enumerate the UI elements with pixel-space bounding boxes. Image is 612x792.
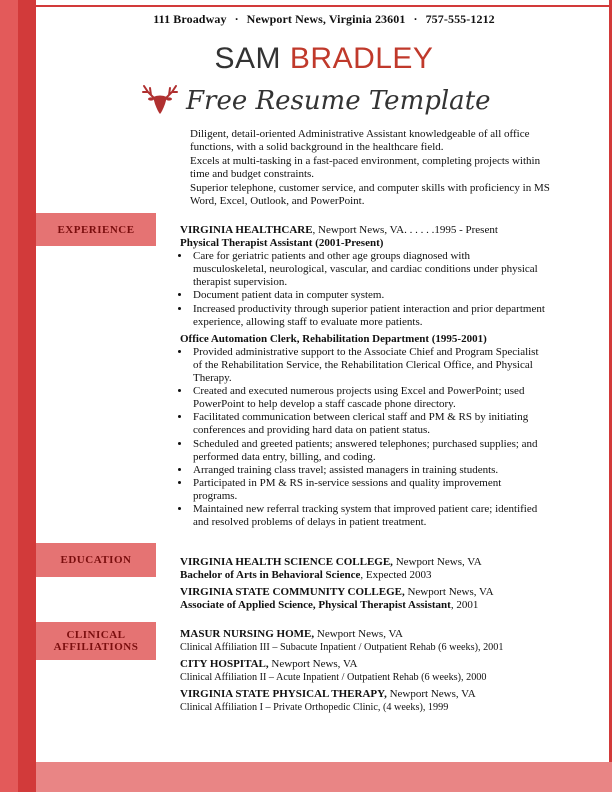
deer-icon: [140, 84, 180, 118]
summary-line: Superior telephone, customer service, and computer skills with proficiency in MS Word, Excel, Outlook, and PowerPoint.: [190, 181, 550, 208]
school-name: VIRGINIA STATE COMMUNITY COLLEGE,: [180, 586, 405, 599]
site-name: VIRGINIA STATE PHYSICAL THERAPY,: [180, 688, 387, 701]
employer-name: VIRGINIA HEALTHCARE: [180, 224, 313, 236]
school-location: Newport News, VA: [404, 586, 494, 599]
list-item: • Provided administrative support to the Associate Chief and Program Specialist of the Rehabilitation Service, the Rehabilitation Clerical Office, and Physical Therapy.: [191, 346, 545, 385]
employer-location: , Newport News, VA. . . . . .1995 - Present: [312, 224, 498, 236]
role-title: Physical Therapist Assistant (2001-Present): [180, 237, 384, 250]
summary-line: Diligent, detail-oriented Administrative Assistant knowledgeable of all office functions, with a solid background in the healthcare field.: [190, 128, 530, 154]
site-location: Newport News, VA: [314, 628, 403, 640]
address-street: 111 Broadway: [153, 12, 227, 26]
list-item: • Arranged training class travel; assisted managers in training students.: [191, 464, 545, 477]
role-bullets: [180, 346, 545, 529]
list-item: • Scheduled and greeted patients; answered telephones; purchased supplies; and performed data entry, billing, and coding.: [191, 438, 545, 464]
school-name: VIRGINIA HEALTH SCIENCE COLLEGE,: [180, 556, 393, 568]
clinical-section: [180, 628, 545, 715]
degree-detail: , 2001: [450, 599, 479, 612]
school-location: Newport News, VA: [392, 556, 482, 568]
affiliation-detail: Clinical Affiliation I – Private Orthopedic Clinic, (4 weeks), 1999: [180, 702, 449, 714]
degree-line: [180, 569, 545, 582]
list-item: • Increased productivity through superior patient interaction and prior department experience, allowing staff to evaluate more patients.: [191, 303, 545, 329]
degree-detail: , Expected 2003: [360, 569, 432, 582]
phone-number: 757-555-1212: [425, 12, 495, 26]
list-item: • Participated in PM & RS in-service sessions and quality improvement programs.: [191, 477, 545, 503]
education-section: [180, 556, 545, 612]
list-item: • Maintained new referral tracking system that improved patient care; identified and resolved problems of delays in patient treatment.: [191, 503, 545, 529]
degree-name: Bachelor of Arts in Behavioral Science: [180, 569, 361, 582]
section-label-education: EDUCATION: [36, 543, 156, 577]
degree-line: [180, 599, 545, 612]
first-name: SAM: [214, 42, 282, 75]
affiliation-detail: Clinical Affiliation III – Subacute Inpatient / Outpatient Rehab (6 weeks), 2001: [180, 642, 504, 654]
role-title: Office Automation Clerk, Rehabilitation Department (1995-2001): [180, 332, 487, 345]
experience-section: [180, 224, 545, 529]
list-item: • Document patient data in computer system.: [191, 289, 545, 302]
bottom-accent-bar: [36, 762, 612, 792]
top-rule: [36, 5, 612, 7]
site-location: Newport News, VA: [268, 658, 358, 671]
section-label-clinical-affiliations: CLINICAL AFFILIATIONS: [36, 622, 156, 660]
site-location: Newport News, VA: [386, 688, 476, 701]
site-name: CITY HOSPITAL,: [180, 658, 269, 671]
site-line: [180, 628, 545, 641]
affiliation-detail: Clinical Affiliation II – Acute Inpatient / Outpatient Rehab (6 weeks), 2000: [180, 672, 487, 684]
site-line: [180, 658, 545, 671]
left-accent-stripe: [0, 0, 18, 792]
school-line: [180, 586, 545, 599]
contact-line: 111 Broadway · Newport News, Virginia 23601 · 757-555-1212: [153, 12, 495, 26]
school-line: [180, 556, 545, 569]
summary-line: Excels at multi-tasking in a fast-paced environment, completing projects within time and budget constraints.: [190, 154, 541, 181]
list-item: • Created and executed numerous projects using Excel and PowerPoint; used PowerPoint to help develop a staff cascade phone directory.: [191, 385, 545, 411]
site-line: [180, 688, 545, 701]
list-item: • Facilitated communication between clerical staff and PM & RS by initiating conferences and providing hard data on patient status.: [191, 411, 545, 437]
employer-line: [180, 224, 545, 237]
section-label-experience: EXPERIENCE: [36, 213, 156, 246]
role-bullets: [180, 250, 545, 329]
address-city: Newport News, Virginia 23601: [246, 12, 406, 26]
last-name: BRADLEY: [289, 42, 434, 75]
list-item: • Care for geriatric patients and other age groups diagnosed with musculoskeletal, neurological, vascular, and cardiac conditions under physical therapist supervision.: [191, 250, 545, 289]
subtitle-row: [140, 84, 540, 120]
degree-name: Associate of Applied Science, Physical Therapist Assistant: [180, 599, 451, 612]
resume-subtitle: Free Resume Template: [186, 86, 491, 116]
site-name: MASUR NURSING HOME,: [180, 628, 315, 640]
candidate-name: [36, 42, 612, 76]
summary: [190, 128, 550, 208]
